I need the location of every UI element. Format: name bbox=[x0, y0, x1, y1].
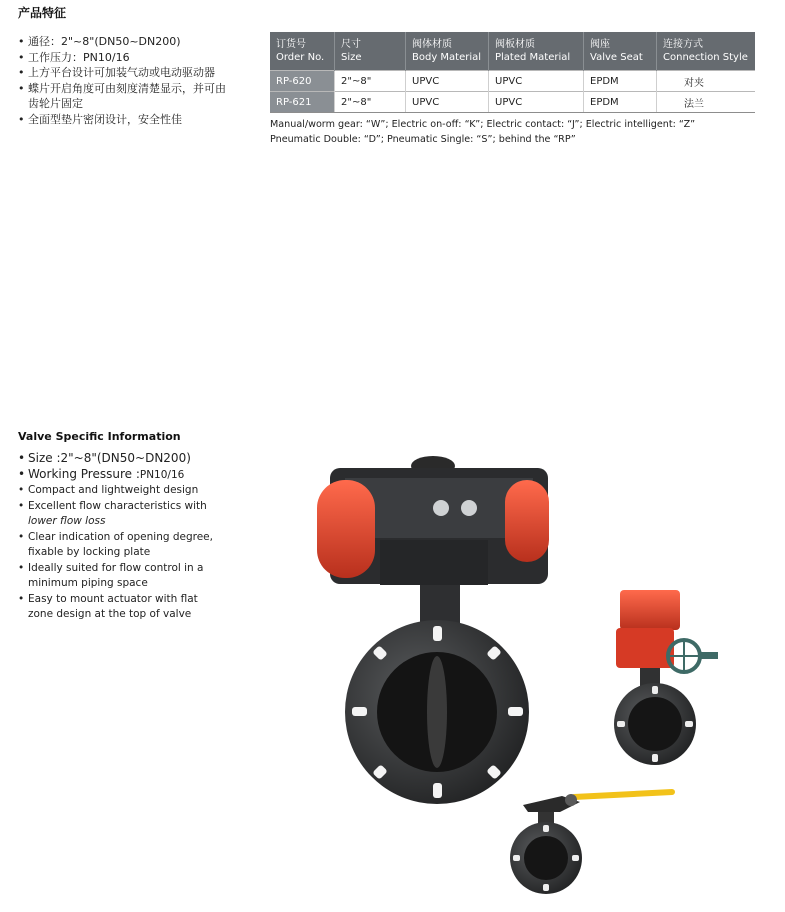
note-line: Pneumatic Double: “D”; Pneumatic Single: “S”; behind the “RP” bbox=[270, 134, 576, 145]
cell-order-no: RP-621 bbox=[270, 92, 335, 113]
manual-lever-valve-image bbox=[510, 792, 672, 894]
pneumatic-valve-image bbox=[317, 456, 549, 804]
cell-valve-seat: EPDM bbox=[584, 92, 657, 113]
feature-item: • Excellent flow characteristics with lower flow loss bbox=[18, 499, 233, 530]
feature-item: • 全面型垫片密闭设计，安全性佳 bbox=[18, 112, 228, 128]
feature-item: • 通径：2"~8"(DN50~DN200) bbox=[18, 34, 228, 50]
cell-size: 2"~8" bbox=[335, 71, 406, 92]
feature-item: • 工作压力：PN10/16 bbox=[18, 50, 228, 66]
header-size: 尺寸 Size bbox=[335, 32, 406, 71]
header-plated-material: 阀板材质 Plated Material bbox=[489, 32, 584, 71]
cell-connection-style: 对夹 bbox=[657, 71, 756, 92]
cell-order-no: RP-620 bbox=[270, 71, 335, 92]
cell-plated-material: UPVC bbox=[489, 71, 584, 92]
header-valve-seat: 阀座 Valve Seat bbox=[584, 32, 657, 71]
feature-item: • Easy to mount actuator with flat zone design at the top of valve bbox=[18, 592, 233, 623]
cell-connection-style: 法兰 bbox=[657, 92, 756, 113]
header-body-material: 阀体材质 Body Material bbox=[406, 32, 489, 71]
electric-valve-image bbox=[614, 590, 718, 765]
cell-size: 2"~8" bbox=[335, 92, 406, 113]
note-line: Manual/worm gear: “W”; Electric on-off: “K”; Electric contact: “J”; Electric intelligent: “Z” bbox=[270, 119, 696, 130]
feature-item: • Clear indication of opening degree, fixable by locking plate bbox=[18, 530, 233, 561]
english-heading: Valve Specific Information bbox=[18, 430, 181, 443]
feature-item: • 蝶片开启角度可由刻度清楚显示，并可由齿轮片固定 bbox=[18, 81, 228, 112]
feature-item: • Compact and lightweight design bbox=[18, 483, 233, 499]
header-connection-style: 连接方式 Connection Style bbox=[657, 32, 756, 71]
header-order-no: 订货号 Order No. bbox=[270, 32, 335, 71]
cell-body-material: UPVC bbox=[406, 71, 489, 92]
feature-item: • Ideally suited for flow control in a minimum piping space bbox=[18, 561, 233, 592]
cell-valve-seat: EPDM bbox=[584, 71, 657, 92]
feature-item: • Size :2"~8"(DN50~DN200) bbox=[18, 451, 233, 467]
cell-body-material: UPVC bbox=[406, 92, 489, 113]
chinese-heading: 产品特征 bbox=[18, 6, 67, 20]
feature-item: • Working Pressure :PN10/16 bbox=[18, 467, 233, 484]
feature-item: • 上方平台设计可加装气动或电动驱动器 bbox=[18, 65, 228, 81]
cell-plated-material: UPVC bbox=[489, 92, 584, 113]
